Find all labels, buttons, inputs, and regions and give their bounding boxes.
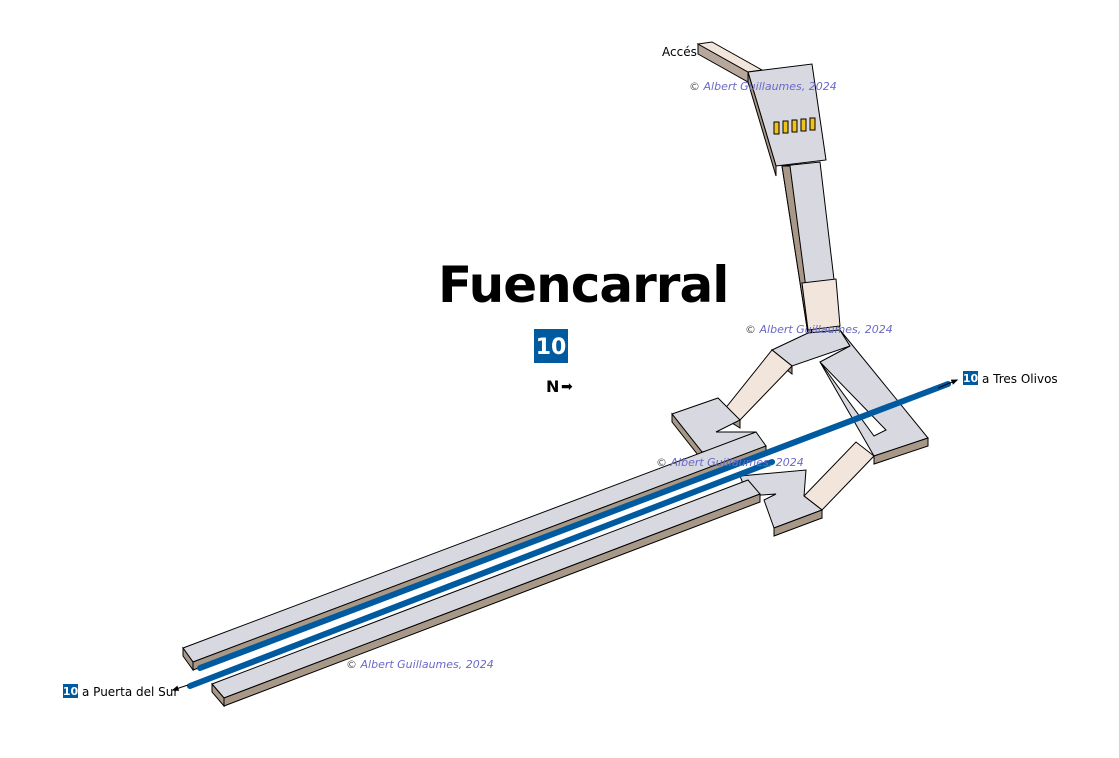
svg-text:© Albert Guillaumes, 2024: © Albert Guillaumes, 2024	[745, 323, 893, 336]
north-indicator	[546, 377, 573, 396]
svg-text:N: N	[546, 377, 560, 396]
north-arrow-icon: ➡	[561, 379, 573, 395]
station-title: Fuencarral	[438, 256, 729, 314]
track-south	[190, 462, 772, 686]
line-badge	[534, 329, 568, 363]
destination-south	[63, 684, 179, 699]
line10-tracks	[190, 384, 948, 686]
destination-north	[963, 371, 1058, 386]
svg-text:10: 10	[62, 685, 79, 698]
svg-text:© Albert Guillaumes, 2024: © Albert Guillaumes, 2024	[689, 80, 837, 93]
svg-text:a Tres Olivos: a Tres Olivos	[982, 372, 1058, 386]
access-label: Accés	[662, 45, 697, 59]
track-north	[200, 384, 948, 668]
svg-text:© Albert Guillaumes, 2024: © Albert Guillaumes, 2024	[346, 658, 494, 671]
svg-text:10: 10	[535, 335, 567, 360]
svg-text:10: 10	[962, 372, 979, 385]
svg-text:a Puerta del Sur: a Puerta del Sur	[82, 685, 179, 699]
svg-text:© Albert Guillaumes, 2024: © Albert Guillaumes, 2024	[656, 456, 804, 469]
